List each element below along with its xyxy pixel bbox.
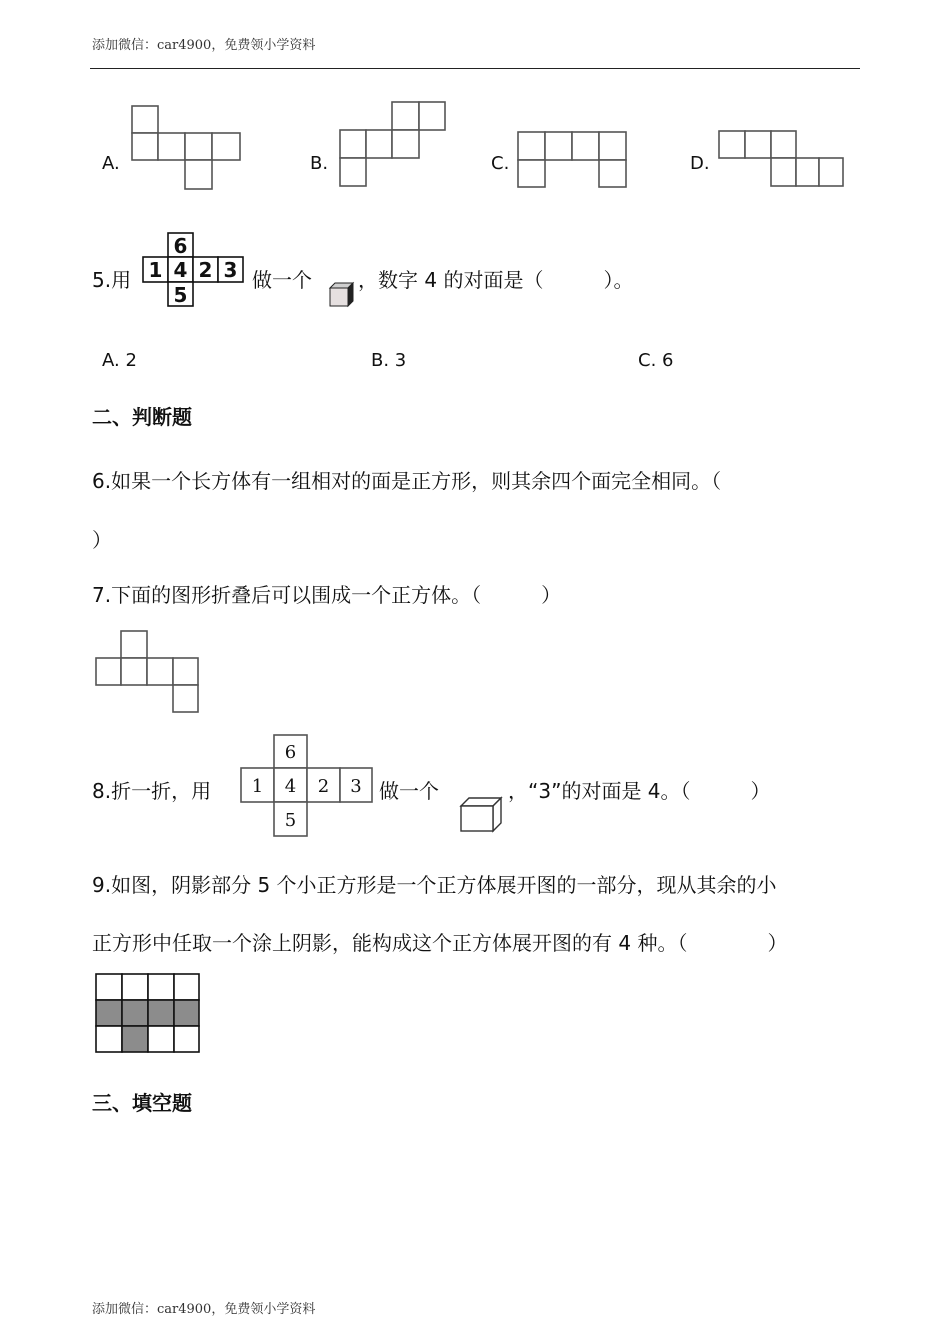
q6-line1: 6.如果一个长方体有一组相对的面是正方形，则其余四个面完全相同。（ bbox=[92, 469, 722, 493]
q5-net-num-bottom: 5 bbox=[173, 283, 188, 307]
q4-option-c-net bbox=[517, 131, 629, 189]
section-title-judgement: 二、判断题 bbox=[92, 405, 192, 429]
q8-numbered-net bbox=[238, 734, 374, 838]
q5-net-num-3: 2 bbox=[198, 258, 213, 282]
q5-net-num-top: 6 bbox=[173, 234, 188, 258]
q5-middle: 做一个 bbox=[252, 268, 312, 292]
q4-option-a-net bbox=[131, 105, 243, 191]
q4-option-d-label: D. bbox=[690, 153, 710, 174]
q5-net-num-2: 4 bbox=[173, 258, 188, 282]
q8-net-num-bottom: 5 bbox=[284, 810, 297, 831]
q9-shaded-grid bbox=[94, 972, 202, 1054]
q5-numbered-net bbox=[142, 232, 246, 308]
q8-prefix: 8.折一折，用 bbox=[92, 779, 212, 803]
cube-icon bbox=[329, 282, 355, 308]
q9-line2: 正方形中任取一个涂上阴影，能构成这个正方体展开图的有 4 种。（ ） bbox=[92, 931, 788, 955]
q4-option-a-label: A. bbox=[102, 153, 120, 174]
q8-net-num-4: 3 bbox=[350, 776, 362, 797]
q5-option-a: A. 2 bbox=[102, 350, 137, 371]
q5-option-b: B. 3 bbox=[371, 350, 407, 371]
q8-middle: 做一个 bbox=[379, 779, 439, 803]
q7-text: 7.下面的图形折叠后可以围成一个正方体。（ ） bbox=[92, 583, 562, 607]
q5-suffix: ，数字 4 的对面是（ ）。 bbox=[358, 268, 634, 292]
q5-prefix: 5.用 bbox=[92, 268, 132, 292]
q4-option-c-label: C. bbox=[491, 153, 510, 174]
header-rule bbox=[90, 68, 860, 69]
q4-option-b-label: B. bbox=[310, 153, 329, 174]
page-header-note: 添加微信：car4900，免费领小学资料 bbox=[92, 38, 316, 53]
cube-outline-icon bbox=[459, 796, 505, 834]
q8-net-num-3: 2 bbox=[317, 776, 330, 797]
q5-option-c: C. 6 bbox=[638, 350, 674, 371]
q7-net bbox=[95, 630, 201, 714]
q8-net-num-top: 6 bbox=[284, 742, 297, 763]
q5-net-num-1: 1 bbox=[148, 258, 163, 282]
q8-net-num-1: 1 bbox=[251, 776, 264, 797]
page-footer-note: 添加微信：car4900，免费领小学资料 bbox=[92, 1302, 316, 1317]
q6-line2: ） bbox=[92, 528, 112, 552]
q4-option-d-net bbox=[718, 130, 845, 188]
q8-suffix: ，“3”的对面是 4。（ ） bbox=[508, 779, 771, 803]
q4-option-b-net bbox=[339, 101, 447, 188]
q9-line1: 9.如图，阴影部分 5 个小正方形是一个正方体展开图的一部分，现从其余的小 bbox=[92, 873, 777, 897]
q8-net-num-2: 4 bbox=[284, 776, 297, 797]
q5-net-num-4: 3 bbox=[223, 258, 238, 282]
section-title-fill-blank: 三、填空题 bbox=[92, 1091, 192, 1115]
